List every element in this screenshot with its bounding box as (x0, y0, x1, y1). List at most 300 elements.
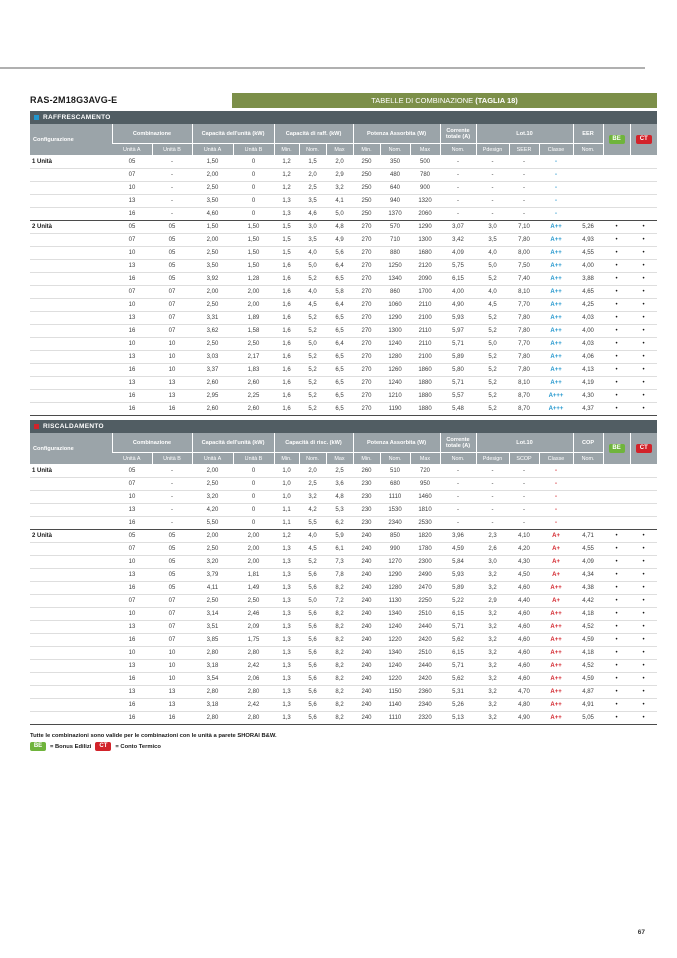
cell: 4,00 (440, 286, 476, 299)
cell: 1780 (410, 543, 440, 556)
cell: 05 (152, 260, 192, 273)
cell: 640 (380, 182, 410, 195)
cell: 4,10 (509, 530, 539, 543)
table-row (30, 338, 657, 351)
page-content (30, 93, 657, 751)
cell: 1,3 (274, 673, 299, 686)
cell: 3,88 (573, 273, 603, 286)
cell: • (603, 234, 630, 247)
cell: 0 (251, 468, 256, 474)
cell: 7,2 (326, 595, 353, 608)
cell: 13 (112, 621, 152, 634)
cell: 2,50 (192, 338, 233, 351)
cell (603, 517, 630, 530)
be-column-header (603, 433, 630, 465)
cell: • (630, 325, 657, 338)
cell: 0 (233, 208, 274, 221)
cell: • (603, 712, 630, 725)
cell: 1,1 (274, 504, 299, 517)
cell: • (630, 569, 657, 582)
table-row (30, 364, 657, 377)
cell: 950 (410, 478, 440, 491)
table-row (30, 543, 657, 556)
cell: - (555, 468, 558, 474)
cell: • (603, 582, 630, 595)
cell: - (152, 478, 192, 491)
cell: 1,75 (233, 634, 274, 647)
cell: 7,8 (326, 569, 353, 582)
cell: 4,18 (573, 647, 603, 660)
cell: 4,30 (509, 556, 539, 569)
cell: 510 (390, 468, 401, 474)
cell: • (603, 390, 630, 403)
cell: 1250 (380, 260, 410, 273)
cell: 240 (353, 608, 380, 621)
cell: 480 (380, 169, 410, 182)
cell (603, 208, 630, 221)
cell: 2250 (410, 595, 440, 608)
table-row (30, 621, 657, 634)
sub-col-unita-b: Unità B (233, 144, 274, 156)
cell: 4,60 (509, 608, 539, 621)
sub-col-min: Min. (353, 453, 380, 465)
cell: 240 (353, 686, 380, 699)
cell: 0 (233, 517, 274, 530)
configuration-label (30, 699, 112, 712)
cell: 1240 (380, 377, 410, 390)
cell: 4,52 (573, 621, 603, 634)
cell: 2060 (410, 208, 440, 221)
cell: 7,70 (509, 299, 539, 312)
ct-badge: CT (636, 135, 652, 144)
sub-col-nom: Nom. (299, 144, 326, 156)
cell: 3,2 (476, 634, 509, 647)
cell: - (476, 195, 509, 208)
cell: • (603, 569, 630, 582)
cell: 2100 (410, 312, 440, 325)
cell: 4,40 (509, 595, 539, 608)
section-raffrescamento (30, 111, 657, 416)
cell: 1220 (380, 634, 410, 647)
table-row (30, 234, 657, 247)
cell: 5,2 (299, 273, 326, 286)
cell: 6,4 (326, 299, 353, 312)
cell: 5,6 (299, 608, 326, 621)
cell: - (523, 468, 526, 474)
cell: 2470 (410, 582, 440, 595)
table-row (30, 699, 657, 712)
cell: 2,00 (233, 556, 274, 569)
cell: 3,62 (192, 325, 233, 338)
cell: A++ (539, 234, 573, 247)
cell (630, 465, 657, 478)
cell: - (476, 208, 509, 221)
cell: 4,60 (509, 582, 539, 595)
cell: 4,03 (573, 338, 603, 351)
cell: 4,34 (573, 569, 603, 582)
footnote-text: Tutte le combinazioni sono valide per le combinazioni con le unità a parete SHORAI B&W. (30, 733, 277, 739)
cell: 2,0 (299, 169, 326, 182)
cell: 1,2 (274, 169, 299, 182)
cell: 5,22 (440, 595, 476, 608)
col-group-capacita-unita: Capacità dell'unità (kW) (192, 433, 274, 453)
table-row (30, 260, 657, 273)
cell: 5,71 (440, 377, 476, 390)
sub-col-pdesign: Pdesign (476, 144, 509, 156)
table-row (30, 556, 657, 569)
configuration-label (30, 647, 112, 660)
cell: 7,80 (509, 234, 539, 247)
cell: 4,13 (573, 364, 603, 377)
sub-col-classe: Classe (539, 453, 573, 465)
cell: 720 (420, 468, 431, 474)
sub-col-max: Max (326, 453, 353, 465)
cell: - (539, 182, 573, 195)
cell: 5,84 (440, 556, 476, 569)
cell: 0 (233, 504, 274, 517)
section-title: RISCALDAMENTO (43, 423, 104, 430)
cell: 1,3 (274, 647, 299, 660)
configuration-label: 1 Unità (32, 468, 53, 474)
cell: 2110 (410, 325, 440, 338)
cell: 1290 (380, 569, 410, 582)
cell: 1340 (380, 647, 410, 660)
ct-column-header (630, 124, 657, 156)
sub-col-nom: Nom. (573, 453, 603, 465)
cell: 4,8 (326, 221, 353, 234)
configuration-label (30, 686, 112, 699)
cell (573, 478, 603, 491)
cell: 5,71 (440, 338, 476, 351)
cell: - (539, 195, 573, 208)
cell: 270 (353, 312, 380, 325)
cell: 3,50 (192, 260, 233, 273)
cell: 2320 (410, 712, 440, 725)
cell: 3,42 (440, 234, 476, 247)
cell: • (603, 621, 630, 634)
cell: 13 (152, 390, 192, 403)
cell: 2,60 (192, 403, 233, 416)
configuration-label (30, 260, 112, 273)
cell: 5,2 (299, 351, 326, 364)
cell (573, 156, 603, 169)
cell: 6,4 (326, 338, 353, 351)
table-row (30, 634, 657, 647)
cell: 0 (251, 159, 256, 165)
cell: 4,00 (573, 325, 603, 338)
cell: • (630, 595, 657, 608)
cell: 5,6 (299, 647, 326, 660)
cell (573, 169, 603, 182)
configuration-label (30, 621, 112, 634)
cell: - (509, 195, 539, 208)
cell: 2,95 (192, 390, 233, 403)
cell: 4,60 (509, 634, 539, 647)
cell: - (152, 504, 192, 517)
cell: 5,2 (476, 403, 509, 416)
cell: 270 (353, 299, 380, 312)
cell: - (476, 182, 509, 195)
table-row (30, 286, 657, 299)
cell: 3,0 (476, 556, 509, 569)
cell: 5,6 (299, 634, 326, 647)
cell: 270 (353, 338, 380, 351)
cell: 1,0 (282, 468, 291, 474)
cell: • (630, 390, 657, 403)
cell: 13 (152, 699, 192, 712)
cell: 2,17 (233, 351, 274, 364)
cell: 2510 (410, 647, 440, 660)
cell: 10 (112, 608, 152, 621)
cell (603, 182, 630, 195)
cell: 1320 (410, 195, 440, 208)
cell: 4,5 (299, 543, 326, 556)
cell: 270 (353, 234, 380, 247)
cell: • (630, 377, 657, 390)
cell: 16 (112, 403, 152, 416)
cell: 240 (353, 673, 380, 686)
cell: - (491, 468, 494, 474)
cell: • (603, 364, 630, 377)
cell: 1,28 (233, 273, 274, 286)
cell: 1110 (380, 491, 410, 504)
cell: 860 (380, 286, 410, 299)
heating-table-body (30, 465, 657, 725)
cell: 500 (420, 159, 431, 165)
sub-col-max: Max (410, 144, 440, 156)
cell: 7,80 (509, 351, 539, 364)
cell: A+ (539, 595, 573, 608)
cell: 3,51 (192, 621, 233, 634)
sub-col-unita-a: Unità A (192, 144, 233, 156)
cell: 7,10 (509, 221, 539, 234)
cell: 240 (353, 569, 380, 582)
cell: 3,54 (192, 673, 233, 686)
cell (573, 195, 603, 208)
cell: • (603, 286, 630, 299)
cell: 1,50 (206, 159, 219, 165)
cell: 16 (112, 582, 152, 595)
cell: 10 (112, 647, 152, 660)
cell: 10 (152, 351, 192, 364)
sub-col-unita-a: Unità A (112, 144, 152, 156)
cell: - (509, 491, 539, 504)
sub-col-unita-a: Unità A (192, 453, 233, 465)
cell: 4,71 (573, 530, 603, 543)
cell: - (523, 159, 526, 165)
cell: A++ (539, 673, 573, 686)
cell: 4,1 (326, 195, 353, 208)
cell: 1220 (380, 673, 410, 686)
cell: 1,3 (274, 699, 299, 712)
cell: 4,59 (573, 673, 603, 686)
heating-icon (34, 424, 39, 429)
cell: 1810 (410, 504, 440, 517)
cell: 13 (112, 569, 152, 582)
cell: 2490 (410, 569, 440, 582)
configuration-label (30, 390, 112, 403)
cell: 5,2 (476, 325, 509, 338)
cell: A++ (539, 647, 573, 660)
cell: • (603, 556, 630, 569)
cell: 1,6 (274, 364, 299, 377)
section-riscaldamento (30, 420, 657, 725)
col-group-potenza-assorbita: Potenza Assorbita (W) (353, 433, 440, 453)
cell: 2,00 (192, 286, 233, 299)
cell: 2,80 (192, 647, 233, 660)
cell: A++ (539, 273, 573, 286)
cell: 10 (112, 491, 152, 504)
cell (630, 169, 657, 182)
cell: - (509, 504, 539, 517)
sub-col-scop: SCOP (509, 453, 539, 465)
cell: • (603, 595, 630, 608)
cell: 1280 (380, 351, 410, 364)
cell: 4,6 (299, 208, 326, 221)
cell: - (509, 182, 539, 195)
cell: • (630, 556, 657, 569)
cell: 2,0 (308, 468, 317, 474)
cell: 5,97 (440, 325, 476, 338)
configuration-label (30, 247, 112, 260)
cell: 5,93 (440, 312, 476, 325)
cell: 270 (353, 364, 380, 377)
col-group-corrente-totale: Corrente totale (A) (440, 124, 476, 144)
cell: 4,52 (573, 660, 603, 673)
cell: 5,57 (440, 390, 476, 403)
ct-column-header (630, 433, 657, 465)
cell: 16 (112, 273, 152, 286)
cell: 3,07 (440, 221, 476, 234)
cell: 2360 (410, 686, 440, 699)
top-rule (0, 67, 645, 69)
heating-table (30, 433, 657, 725)
cell: 4,0 (299, 247, 326, 260)
col-header-configurazione: Configurazione (30, 433, 112, 465)
sub-col-min: Min. (274, 453, 299, 465)
configuration-label (30, 556, 112, 569)
cell: 5,13 (440, 712, 476, 725)
cell: 2,25 (233, 390, 274, 403)
cell: 1860 (410, 364, 440, 377)
cell: 2420 (410, 673, 440, 686)
cell: 3,20 (192, 556, 233, 569)
table-row (30, 351, 657, 364)
cell: 3,03 (192, 351, 233, 364)
cell: A++ (539, 325, 573, 338)
cell: 07 (152, 595, 192, 608)
cell: 5,2 (476, 364, 509, 377)
cooling-table (30, 124, 657, 416)
cell: 05 (152, 234, 192, 247)
cell: 1,5 (308, 159, 317, 165)
cell: 16 (152, 403, 192, 416)
cell: 3,5 (299, 195, 326, 208)
cell (630, 478, 657, 491)
cell: 8,00 (509, 247, 539, 260)
cell: 16 (112, 208, 152, 221)
cell: 2440 (410, 660, 440, 673)
cell: 240 (353, 530, 380, 543)
cell: 2,00 (233, 299, 274, 312)
cell: • (630, 621, 657, 634)
cell: 4,59 (440, 543, 476, 556)
table-row (30, 299, 657, 312)
cell: • (630, 364, 657, 377)
cell: 8,2 (326, 686, 353, 699)
configuration-label (30, 634, 112, 647)
configuration-label (30, 608, 112, 621)
cell: 270 (353, 403, 380, 416)
col-group-corrente-totale: Corrente totale (A) (440, 433, 476, 453)
cell: 0 (233, 182, 274, 195)
cell: 1,0 (274, 478, 299, 491)
cell: 4,87 (573, 686, 603, 699)
cell: 270 (353, 286, 380, 299)
cell: 3,2 (476, 712, 509, 725)
cell: 5,6 (326, 247, 353, 260)
cell: 1260 (380, 364, 410, 377)
cell: 1340 (380, 608, 410, 621)
cell: 5,89 (440, 582, 476, 595)
cell: 4,55 (573, 543, 603, 556)
cell: 4,65 (573, 286, 603, 299)
cell: 16 (112, 364, 152, 377)
cell: A++ (539, 608, 573, 621)
cell: 230 (353, 478, 380, 491)
cell: 0 (233, 195, 274, 208)
cell: 1,89 (233, 312, 274, 325)
cell: 2,60 (233, 403, 274, 416)
cell: 2530 (410, 517, 440, 530)
cell: 6,15 (440, 608, 476, 621)
cell: 1280 (380, 582, 410, 595)
cell: A++ (539, 338, 573, 351)
cell: 5,2 (299, 364, 326, 377)
configuration-label (30, 569, 112, 582)
cell: • (630, 312, 657, 325)
cell: 1110 (380, 712, 410, 725)
table-row (30, 595, 657, 608)
cell: 270 (353, 351, 380, 364)
sub-col-nom: Nom. (299, 453, 326, 465)
configuration-label (30, 195, 112, 208)
configuration-label (30, 403, 112, 416)
cell: - (539, 169, 573, 182)
cell: 5,93 (440, 569, 476, 582)
page-number: 67 (637, 929, 645, 936)
cell: 5,0 (299, 260, 326, 273)
section-header-raffrescamento (30, 111, 657, 124)
cell: 1,6 (274, 325, 299, 338)
cell: 8,2 (326, 660, 353, 673)
cell: 1,5 (274, 234, 299, 247)
cell: 6,4 (326, 260, 353, 273)
configuration-label (30, 595, 112, 608)
cell (630, 504, 657, 517)
cell: 8,10 (509, 377, 539, 390)
cell: 240 (353, 699, 380, 712)
cell: 3,85 (192, 634, 233, 647)
cell: 4,0 (299, 530, 326, 543)
cell: 5,80 (440, 364, 476, 377)
cell: 16 (152, 712, 192, 725)
cell: 05 (152, 556, 192, 569)
be-badge: BE (609, 444, 625, 453)
cell: 07 (152, 286, 192, 299)
cell: • (630, 234, 657, 247)
cell: 7,80 (509, 364, 539, 377)
